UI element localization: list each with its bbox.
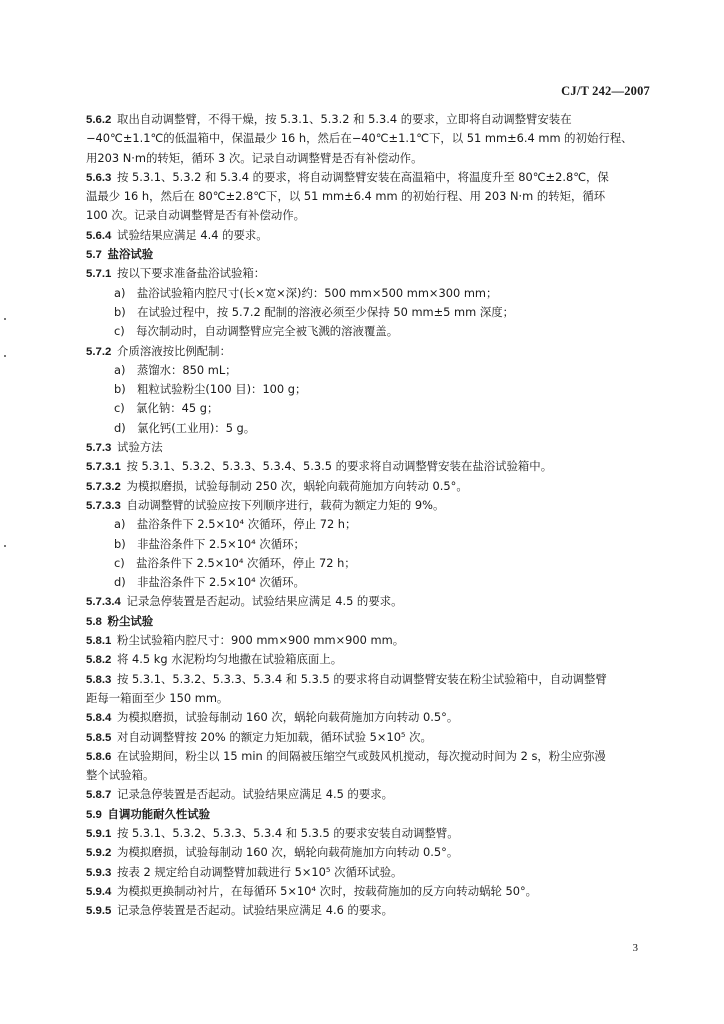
clause-line (86, 824, 652, 843)
clause-text: 自动调整臂的试验应按下列顺序进行，载荷为额定力矩的 9%。 (126, 497, 445, 512)
clause-number: 5.8.2 (86, 654, 112, 667)
clause-text: 为模拟磨损，试验每制动 250 次，蜗轮向载荷施加方向转动 0.5°。 (126, 478, 468, 493)
clause-text: c) 盐浴条件下 2.5×10⁴ 次循环，停止 72 h； (114, 555, 356, 570)
clause-number: 5.7.3 (86, 442, 112, 455)
clause-line (86, 631, 652, 650)
clause-number: 5.7.3.4 (86, 596, 121, 609)
clause-number: 5.6.3 (86, 171, 112, 184)
clause-text: 将 4.5 kg 水泥粉均匀地撒在试验箱底面上。 (117, 652, 343, 667)
clause-text: b) 粗粒试验粉尘(100 目)：100 g； (114, 382, 307, 397)
clause-number: 5.7 (86, 249, 102, 262)
clause-text: 介质溶液按比例配制： (117, 343, 231, 358)
clause-text: 按 5.3.1、5.3.2、5.3.3、5.3.4 和 5.3.5 的要求将自动调整臂安装在粉尘试验箱中，自动调整臂 (117, 671, 607, 686)
clause-text: 用203 N·m的转矩，循环 3 次。记录自动调整臂是否有补偿动作。 (86, 150, 423, 165)
document-body (86, 110, 652, 920)
clause-line (86, 785, 652, 804)
clause-line (86, 901, 652, 920)
clause-number: 5.8.6 (86, 750, 112, 763)
clause-line (86, 457, 652, 476)
clause-number: 5.8.7 (86, 789, 112, 802)
clause-text: 记录急停装置是否起动。试验结果应满足 4.5 的要求。 (126, 594, 403, 609)
clause-number: 5.8.3 (86, 673, 112, 686)
clause-text: 按 5.3.1、5.3.2、5.3.3、5.3.4、5.3.5 的要求将自动调整臂安装在盐浴试验箱中。 (126, 459, 553, 474)
standard-number: CJ/T 242—2007 (561, 84, 650, 98)
clause-text: 距每一箱面至少 150 mm。 (86, 690, 229, 705)
clause-number: 5.9.3 (86, 866, 112, 879)
clause-text: 对自动调整臂按 20% 的额定力矩加载，循环试验 5×10⁵ 次。 (117, 729, 432, 744)
clause-number: 5.7.3.1 (86, 461, 121, 474)
text-line (86, 361, 652, 380)
clause-line (86, 226, 652, 245)
clause-number: 5.7.1 (86, 268, 112, 281)
scan-edge-mark (4, 355, 6, 357)
clause-text: 按 5.3.1、5.3.2、5.3.3、5.3.4 和 5.3.5 的要求安装自动调整臂。 (117, 825, 459, 840)
clause-text: 试验方法 (117, 440, 163, 455)
clause-text: 取出自动调整臂，不得干燥，按 5.3.1、5.3.2 和 5.3.4 的要求，立即将自动调整臂安装在 (117, 112, 572, 126)
clause-line (86, 592, 652, 611)
clause-line (86, 670, 652, 689)
text-line (86, 399, 652, 418)
clause-text: a) 蒸馏水：850 mL； (114, 362, 237, 377)
clause-text: 在试验期间，粉尘以 15 min 的间隔被压缩空气或鼓风机搅动，每次搅动时间为 2 s，粉尘应弥漫 (117, 748, 606, 763)
clause-line (86, 843, 652, 862)
clause-text: −40℃±1.1℃的低温箱中，保温最少 16 h，然后在−40℃±1.1℃下，以 51 mm±6.4 mm 的初始行程、 (86, 131, 633, 146)
text-line (86, 515, 652, 534)
clause-number: 5.8 (86, 615, 102, 628)
clause-line (86, 708, 652, 727)
clause-text: 记录急停装置是否起动。试验结果应满足 4.6 的要求。 (117, 903, 393, 918)
clause-line (86, 245, 652, 264)
clause-text: c) 氯化钠：45 g； (114, 401, 219, 416)
clause-text: 为模拟更换制动衬片，在每循环 5×10⁴ 次时，按载荷施加的反方向转动蜗轮 50°。 (117, 883, 538, 898)
scan-edge-mark (4, 545, 6, 547)
clause-number: 5.8.5 (86, 731, 112, 744)
text-line (86, 419, 652, 438)
clause-number: 5.9.2 (86, 847, 112, 860)
clause-text: 按以下要求准备盐浴试验箱： (117, 266, 266, 281)
clause-line (86, 612, 652, 631)
clause-text: c) 每次制动时，自动调整臂应完全被飞溅的溶液覆盖。 (114, 324, 399, 339)
clause-line (86, 728, 652, 747)
clause-line (86, 650, 652, 669)
text-line (86, 129, 652, 148)
clause-line (86, 882, 652, 901)
clause-text: 100 次。记录自动调整臂是否有补偿动作。 (86, 208, 306, 223)
text-line (86, 766, 652, 785)
clause-line (86, 264, 652, 283)
clause-text: 为模拟磨损，试验每制动 160 次，蜗轮向载荷施加方向转动 0.5°。 (117, 710, 459, 725)
clause-line (86, 805, 652, 824)
clause-line (86, 496, 652, 515)
clause-line (86, 168, 652, 187)
clause-line (86, 477, 652, 496)
clause-text: 温最少 16 h，然后在 80℃±2.8℃下，以 51 mm±6.4 mm 的初始行程、用 203 N·m 的转矩，循环 (86, 189, 606, 204)
clause-text: 按 5.3.1、5.3.2 和 5.3.4 的要求，将自动调整臂安装在高温箱中，将温度升至 80℃±2.8℃，保 (117, 169, 609, 184)
text-line (86, 689, 652, 708)
clause-number: 5.9.1 (86, 827, 112, 840)
clause-number: 5.7.2 (86, 345, 112, 358)
clause-text: d) 非盐浴条件下 2.5×10⁴ 次循环。 (114, 575, 305, 590)
clause-number: 5.7.3.2 (86, 480, 121, 493)
clause-text: 粉尘试验箱内腔尺寸：900 mm×900 mm×900 mm。 (117, 633, 405, 648)
clause-number: 5.9.4 (86, 885, 112, 898)
clause-line (86, 110, 652, 129)
text-line (86, 322, 652, 341)
section-heading: 盐浴试验 (107, 247, 154, 262)
clause-text: 记录急停装置是否起动。试验结果应满足 4.5 的要求。 (117, 787, 393, 802)
clause-text: d) 氯化钙(工业用)：5 g。 (114, 420, 256, 435)
clause-text: b) 在试验过程中，按 5.7.2 配制的溶液必须至少保持 50 mm±5 mm 深度； (114, 304, 515, 319)
clause-number: 5.9 (86, 808, 102, 821)
clause-number: 5.7.3.3 (86, 499, 121, 512)
text-line (86, 573, 652, 592)
text-line (86, 380, 652, 399)
section-heading: 自调功能耐久性试验 (107, 806, 211, 821)
text-line (86, 206, 652, 225)
clause-text: a) 盐浴试验箱内腔尺寸(长×宽×深)约：500 mm×500 mm×300 mm； (114, 285, 498, 300)
text-line (86, 187, 652, 206)
text-line (86, 284, 652, 303)
clause-text: 为模拟磨损，试验每制动 160 次，蜗轮向载荷施加方向转动 0.5°。 (117, 845, 459, 860)
clause-line (86, 342, 652, 361)
clause-number: 5.9.5 (86, 905, 112, 918)
clause-line (86, 747, 652, 766)
text-line (86, 149, 652, 168)
clause-text: 试验结果应满足 4.4 的要求。 (117, 227, 268, 242)
scan-edge-mark (4, 318, 6, 320)
clause-text: 整个试验箱。 (86, 768, 155, 783)
clause-number: 5.6.4 (86, 229, 112, 242)
page-number: 3 (632, 942, 638, 954)
clause-line (86, 863, 652, 882)
text-line (86, 554, 652, 573)
clause-text: a) 盐浴条件下 2.5×10⁴ 次循环，停止 72 h； (114, 517, 357, 532)
clause-text: b) 非盐浴条件下 2.5×10⁴ 次循环； (114, 536, 305, 551)
clause-text: 按表 2 规定给自动调整臂加载进行 5×10⁵ 次循环试验。 (117, 864, 403, 879)
clause-line (86, 438, 652, 457)
clause-number: 5.6.2 (86, 114, 112, 126)
text-line (86, 303, 652, 322)
text-line (86, 535, 652, 554)
section-heading: 粉尘试验 (107, 613, 154, 628)
clause-number: 5.8.1 (86, 635, 112, 648)
clause-number: 5.8.4 (86, 712, 112, 725)
